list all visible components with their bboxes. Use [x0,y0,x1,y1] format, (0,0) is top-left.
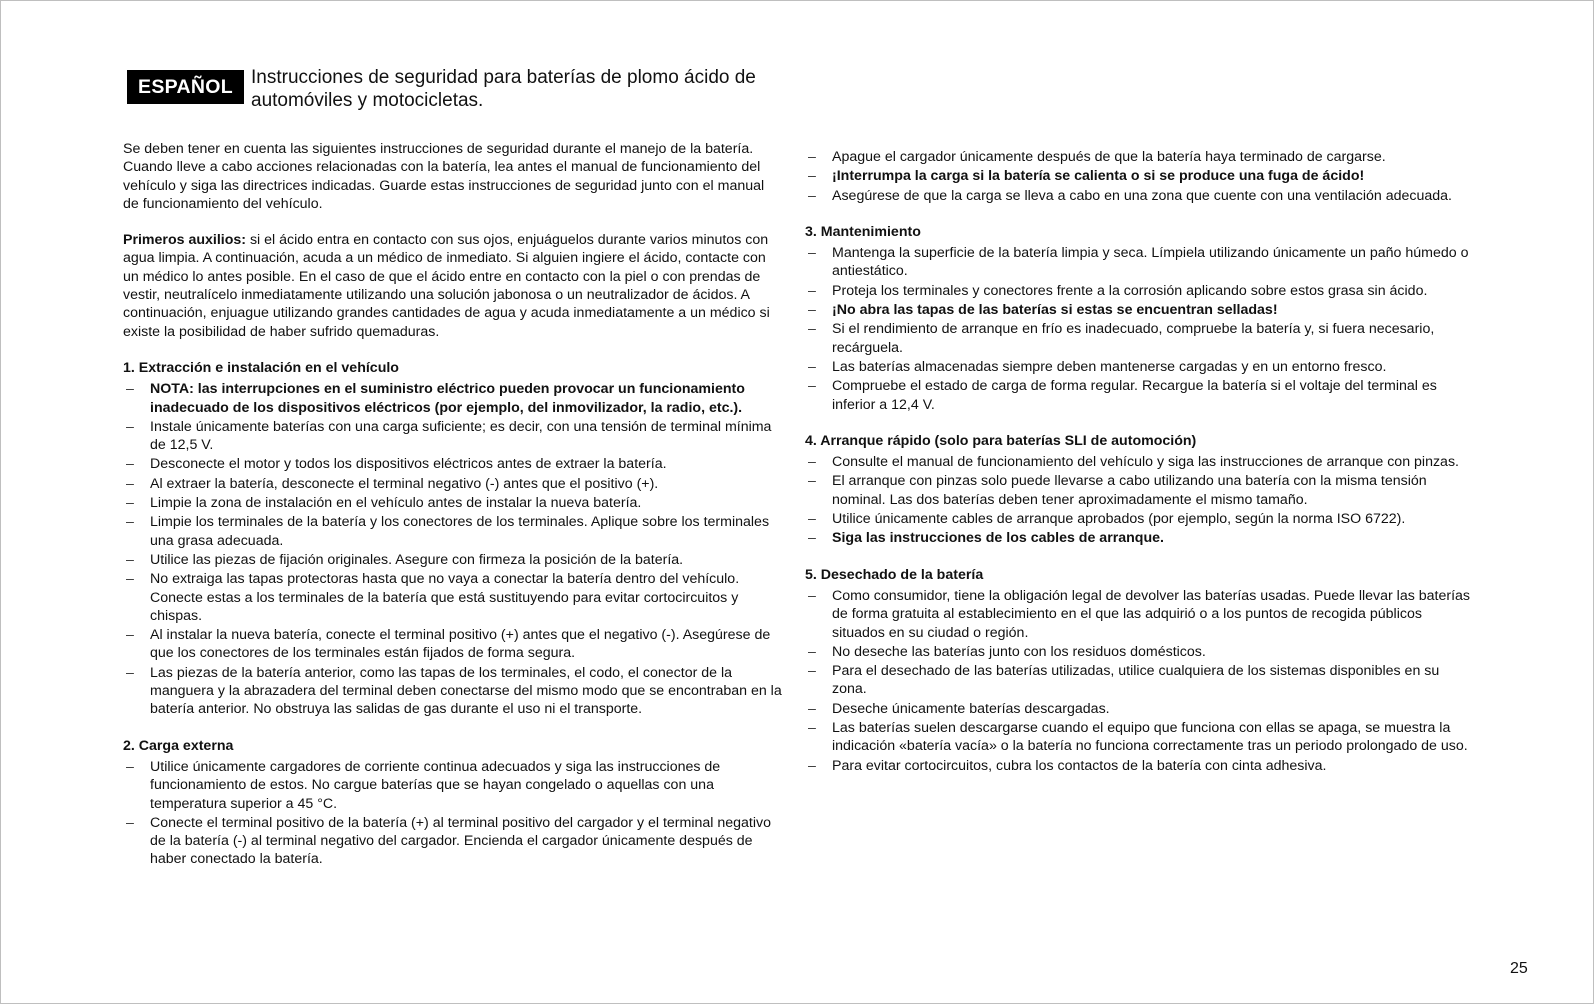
bullet-dash: – [808,378,816,395]
list-item [123,570,783,625]
section-heading-jump-start: 4. Arranque rápido (solo para baterías SLI de automoción) [805,432,1197,449]
page-number: 25 [1510,960,1528,977]
section-list-external-charging-continued [805,148,1475,205]
first-aid-label: Primeros auxilios: [123,232,247,249]
list-item [123,380,783,417]
list-item-text: Las piezas de la batería anterior, como las tapas de los terminales, el codo, el conector de la manguera y la abrazadera del terminal deben conectarse del mismo modo que se encontraban en la batería anterior. No obstruya las salidas de gas durante el uso ni el transporte. [150,664,782,718]
section-list-disposal [805,587,1475,775]
section-heading-removal-installation: 1. Extracción e instalación en el vehículo [123,359,399,376]
list-item-text: No deseche las baterías junto con los residuos domésticos. [832,643,1206,660]
list-item [123,494,783,512]
list-item-text: Para el desechado de las baterías utilizadas, utilice cualquiera de los sistemas disponibles en su zona. [832,663,1440,698]
list-item-text: Al instalar la nueva batería, conecte el terminal positivo (+) antes que el negativo (-). Asegúrese de que los conectores de los terminales están fijados de forma segura. [150,627,771,662]
list-item [805,719,1475,756]
list-item [805,510,1475,528]
list-item-text: No extraiga las tapas protectoras hasta que no vaya a conectar la batería dentro del vehículo. Conecte estas a los terminales de la batería que está sustituyendo para evitar cortocircuitos y chispas. [150,571,740,624]
list-item-text: Consulte el manual de funcionamiento del vehículo y siga las instrucciones de arranque con pinzas. [832,454,1459,471]
bullet-dash: – [126,758,134,775]
list-item [123,626,783,663]
bullet-dash: – [808,473,816,490]
list-item [805,529,1475,547]
section-heading-external-charging: 2. Carga externa [123,737,234,754]
list-item-text: Proteja los terminales y conectores frente a la corrosión aplicando sobre estos grasa sin ácido. [832,282,1428,299]
list-item [805,320,1475,357]
list-item [123,418,783,455]
bullet-dash: – [808,511,816,528]
bullet-dash: – [808,282,816,299]
list-item-text: ¡Interrumpa la carga si la batería se calienta o si se produce una fuga de ácido! [832,168,1365,185]
list-item [805,244,1475,281]
list-item-text: Las baterías almacenadas siempre deben mantenerse cargadas y en un entorno fresco. [832,358,1387,375]
bullet-dash: – [808,663,816,680]
list-item-text: Asegúrese de que la carga se lleva a cabo en una zona que cuente con una ventilación adecuada. [832,187,1452,204]
bullet-dash: – [808,454,816,471]
bullet-dash: – [126,664,134,681]
list-item [805,472,1475,509]
list-item [805,187,1475,205]
bullet-dash: – [126,418,134,435]
section-heading-disposal: 5. Desechado de la batería [805,566,984,583]
list-item [805,757,1475,775]
list-item [805,643,1475,661]
list-item-text: Desconecte el motor y todos los dispositivos eléctricos antes de extraer la batería. [150,456,667,473]
bullet-dash: – [808,720,816,737]
list-item [123,455,783,473]
section-list-external-charging [123,758,783,869]
bullet-dash: – [808,149,816,165]
list-item-text: NOTA: las interrupciones en el suministro eléctrico pueden provocar un funcionamiento inadecuado de los dispositivos eléctricos (por ejemplo, del inmovilizador, la radio, etc.). [150,381,745,416]
list-item-text: Instale únicamente baterías con una carga suficiente; es decir, con una tensión de terminal mínima de 12,5 V. [150,418,772,454]
list-item-text: Al extraer la batería, desconecte el terminal negativo (-) antes que el positivo (+). [150,475,659,492]
list-item-text: Deseche únicamente baterías descargadas. [832,700,1110,717]
list-item [805,662,1475,699]
list-item-text: Apague el cargador únicamente después de que la batería haya terminado de cargarse. [832,149,1386,165]
bullet-dash: – [808,530,816,547]
list-item [123,664,783,719]
left-column [123,140,783,887]
list-item-text: Siga las instrucciones de los cables de arranque. [832,530,1164,547]
list-item-text: Utilice las piezas de fijación originales. Asegure con firmeza la posición de la batería. [150,551,684,568]
bullet-dash: – [126,814,134,831]
section-list-jump-start [805,453,1475,547]
bullet-dash: – [126,475,134,492]
section-list-maintenance [805,244,1475,414]
list-item-text: Utilice únicamente cargadores de corriente continua adecuados y siga las instrucciones de funcionamiento de estos. No cargue baterías que se hayan congelado o aquellas con una temperatura superior a 45 °C. [150,758,721,812]
bullet-dash: – [126,495,134,512]
bullet-dash: – [808,321,816,338]
list-item [805,148,1475,166]
list-item-text: Compruebe el estado de carga de forma regular. Recargue la batería si el voltaje del terminal es inferior a 12,4 V. [832,378,1437,413]
bullet-dash: – [126,381,134,398]
list-item [123,758,783,813]
document-title: Instrucciones de seguridad para baterías de plomo ácido de automóviles y motocicletas. [251,67,756,111]
bullet-dash: – [808,168,816,185]
list-item-text: Limpie los terminales de la batería y los conectores de los terminales. Aplique sobre los terminales una grasa adecuada. [150,514,770,549]
list-item-text: Conecte el terminal positivo de la batería (+) al terminal positivo del cargador y el terminal negativo de la batería (-) al terminal negativo del cargador. Encienda el cargador únicamente después de haber conectado la batería. [150,814,772,868]
list-item [805,282,1475,300]
list-item-text: Limpie la zona de instalación en el vehículo antes de instalar la nueva batería. [150,495,642,512]
section-heading-maintenance: 3. Mantenimiento [805,223,921,240]
list-item-text: Mantenga la superficie de la batería limpia y seca. Límpiela utilizando únicamente un paño húmedo o antiestático. [832,245,1469,280]
bullet-dash: – [126,456,134,473]
language-badge: ESPAÑOL [127,70,244,104]
list-item-text: ¡No abra las tapas de las baterías si estas se encuentran selladas! [832,302,1278,319]
list-item [123,513,783,550]
bullet-dash: – [808,187,816,204]
bullet-dash: – [808,700,816,717]
right-column [805,148,1475,793]
list-item [805,301,1475,319]
first-aid-paragraph [123,231,783,341]
bullet-dash: – [126,514,134,531]
bullet-dash: – [808,757,816,774]
list-item [123,475,783,493]
bullet-dash: – [126,627,134,644]
bullet-dash: – [808,245,816,262]
section-list-removal-installation [123,380,783,718]
list-item [123,551,783,569]
list-item [805,453,1475,471]
list-item [805,167,1475,185]
list-item [805,377,1475,414]
bullet-dash: – [808,643,816,660]
list-item-text: Las baterías suelen descargarse cuando el equipo que funciona con ellas se apaga, se muestra la indicación «batería vacía» o la batería no funciona correctamente tras un periodo prolongado de uso. [832,720,1468,755]
intro-paragraph: Se deben tener en cuenta las siguientes instrucciones de seguridad durante el manejo de la batería. Cuando lleve a cabo acciones relacionadas con la batería, lea antes el manual de funcionamiento del vehículo y siga las directrices indicadas. Guarde estas instrucciones de seguridad junto con el manual de funcionamiento del vehículo. [123,141,765,212]
bullet-dash: – [126,551,134,568]
list-item-text: El arranque con pinzas solo puede llevarse a cabo utilizando una batería con la misma tensión nominal. Las dos baterías deben tener aproximadamente el mismo tamaño. [832,473,1427,508]
first-aid-text: si el ácido entra en contacto con sus ojos, enjuáguelos durante varios minutos con agua limpia. A continuación, acuda a un médico de inmediato. Si alguien ingiere el ácido, contacte con un médico lo antes posible. En el caso de que el ácido entre en contacto con la piel o con prendas de vestir, neutralícelo inmediatamente utilizando una solución jabonosa o un neutralizador de ácidos. A continuación, enjuague utilizando grandes cantidades de agua y acuda inmediatamente a un médico si existe la posibilidad de haber sufrido quemaduras. [123,232,770,340]
bullet-dash: – [808,587,816,604]
list-item [805,358,1475,376]
list-item [805,700,1475,718]
list-item-text: Para evitar cortocircuitos, cubra los contactos de la batería con cinta adhesiva. [832,757,1327,774]
list-item [123,814,783,869]
bullet-dash: – [808,358,816,375]
list-item-text: Utilice únicamente cables de arranque aprobados (por ejemplo, según la norma ISO 6722). [832,511,1406,528]
bullet-dash: – [808,302,816,319]
bullet-dash: – [126,571,134,588]
list-item [805,587,1475,642]
list-item-text: Como consumidor, tiene la obligación legal de devolver las baterías usadas. Puede llevar las baterías de forma gratuita al establecimiento en el que las adquirió o a los puntos de recogida públicos situados en su ciudad o región. [832,587,1471,641]
list-item-text: Si el rendimiento de arranque en frío es inadecuado, compruebe la batería y, si fuera necesario, recárguela. [832,321,1435,356]
